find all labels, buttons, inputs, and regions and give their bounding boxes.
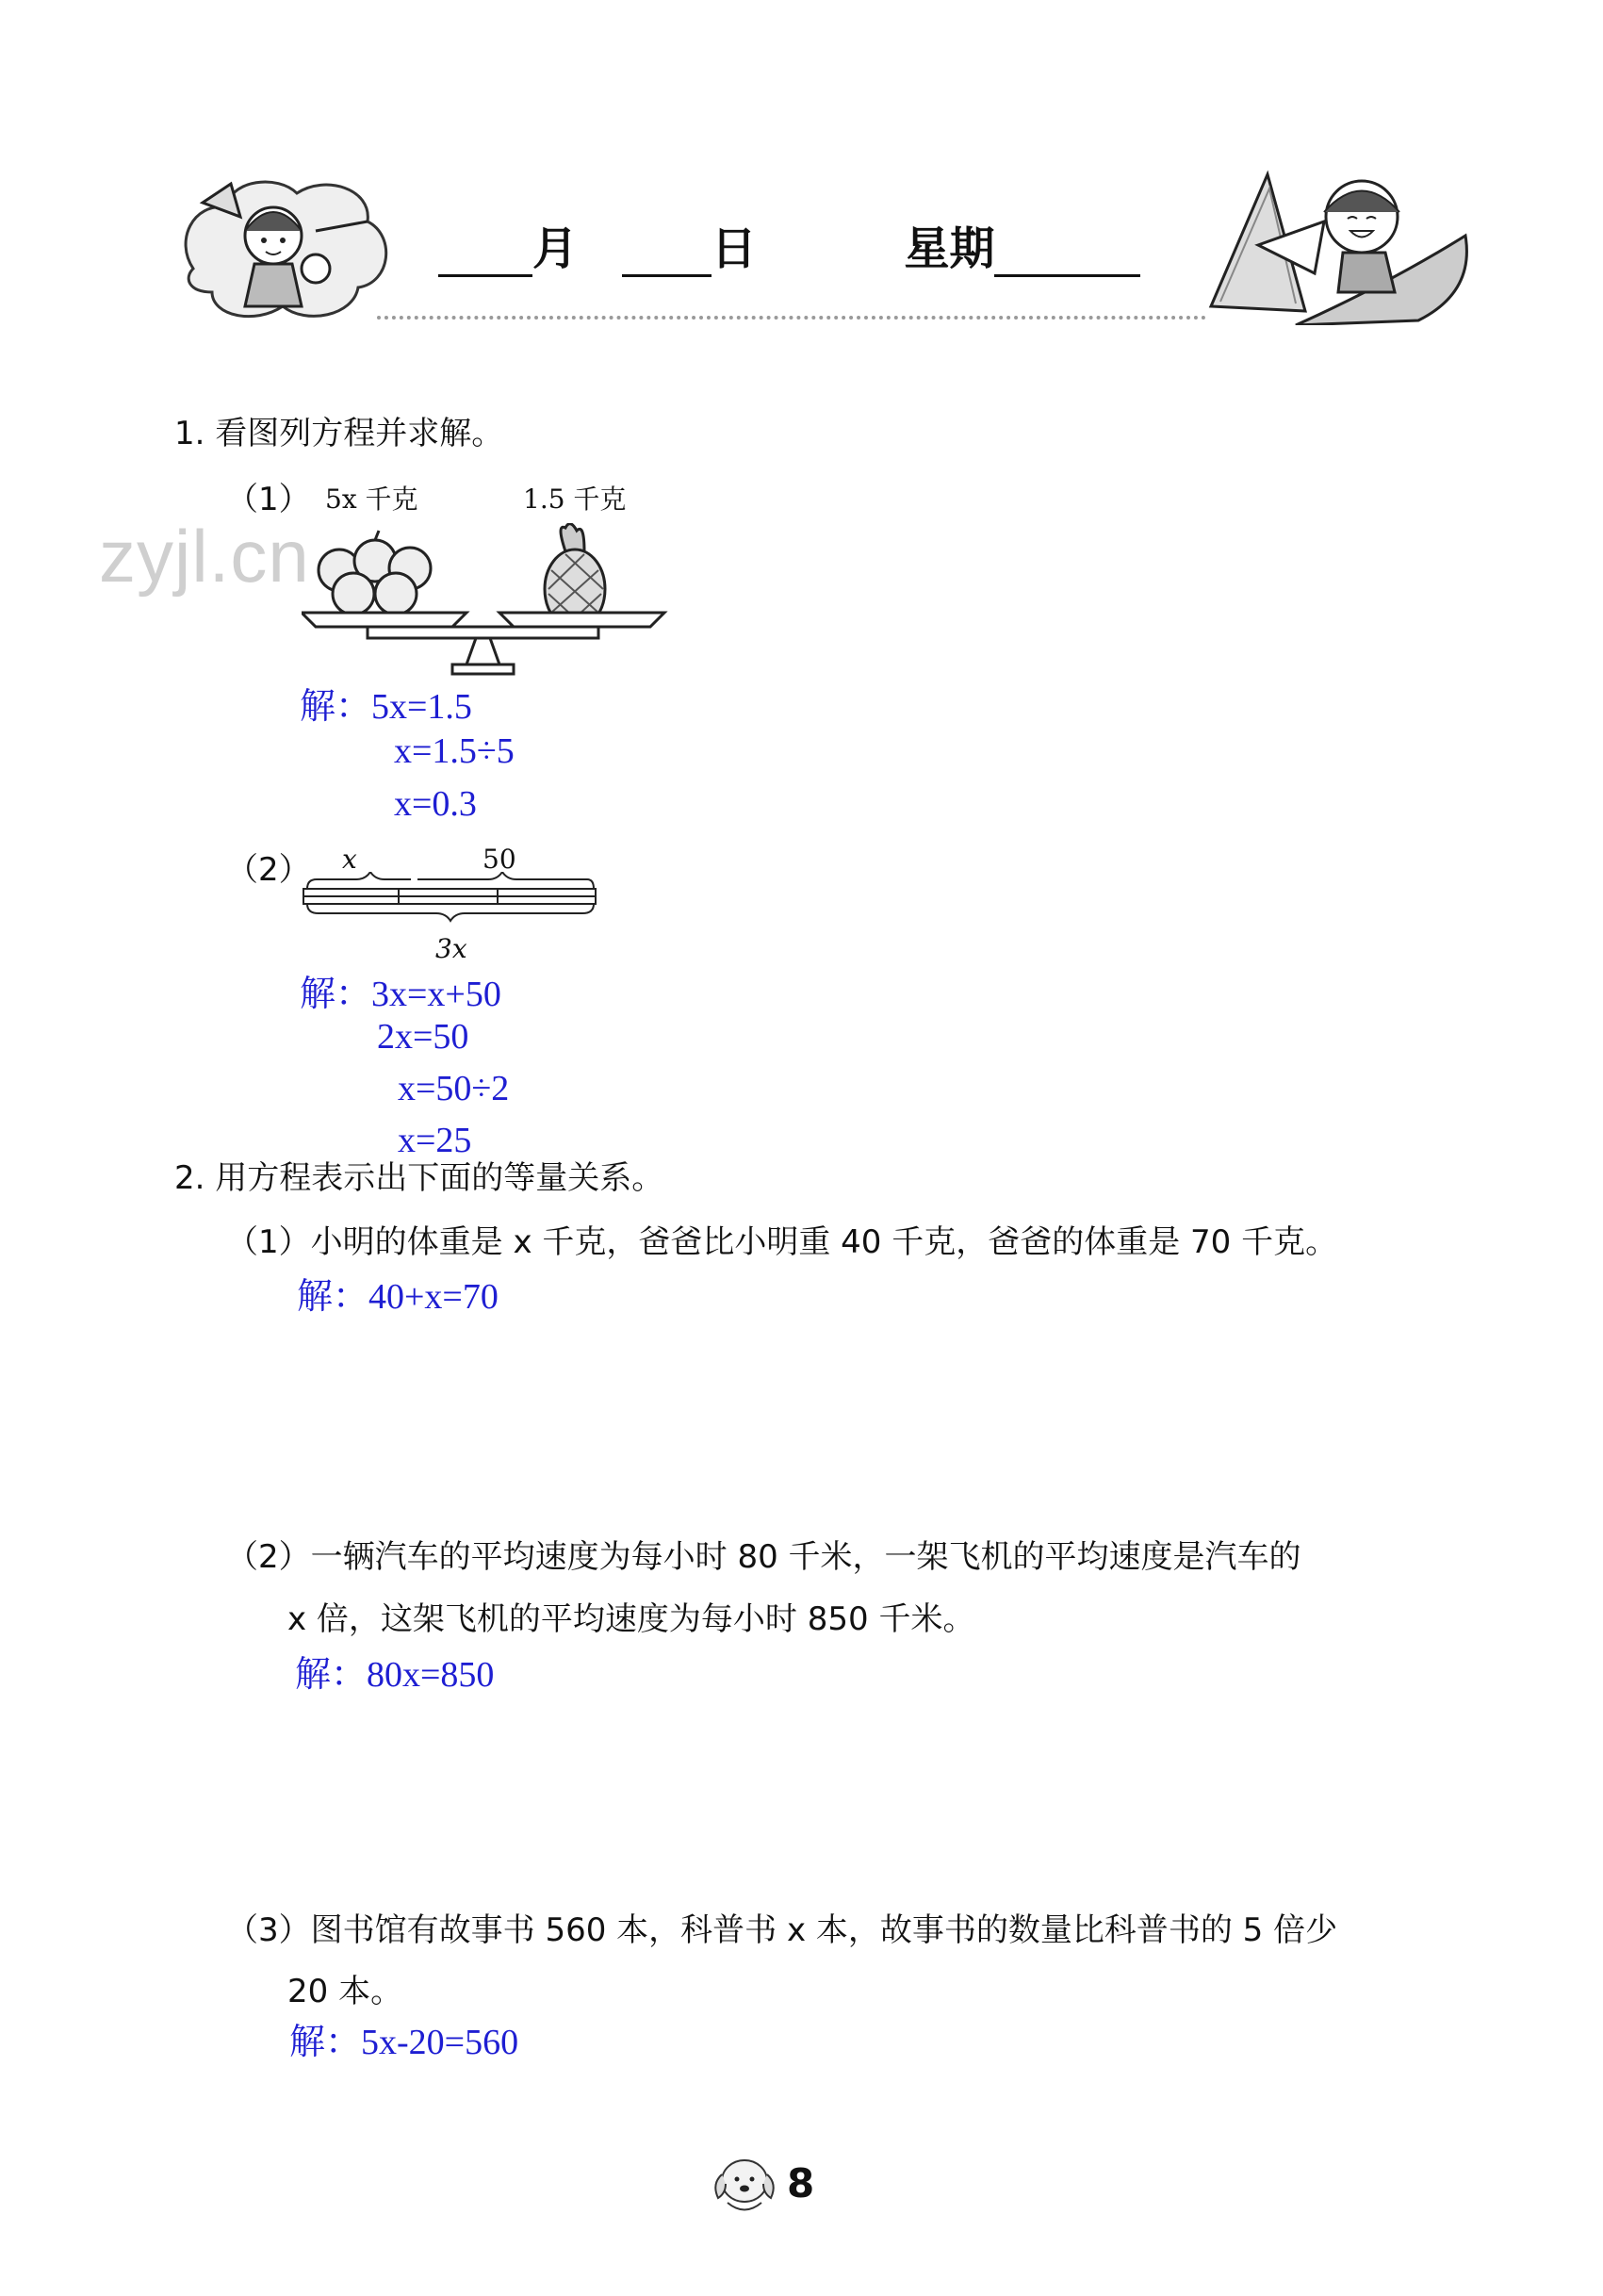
q1-part1-label: （1） — [226, 481, 311, 518]
segment-x-label: x — [342, 844, 357, 875]
line-segment-diagram — [300, 872, 601, 943]
day-label: 日 — [711, 222, 757, 275]
page-number: 8 — [787, 2160, 815, 2206]
balance-scale-illustration — [302, 523, 669, 679]
q2-title: 2. 用方程表示出下面的等量关系。 — [174, 1159, 664, 1197]
q1-part2-label: （2） — [226, 851, 311, 889]
weekday-label: 星期 — [904, 222, 995, 275]
segment-50-label: 50 — [483, 844, 516, 875]
q1-left-weight: 5x 千克 — [325, 484, 418, 515]
q1-part2-answer-line1: 解：3x=x+50 — [300, 975, 501, 1014]
weekday-blank[interactable] — [994, 237, 1140, 277]
month-label: 月 — [532, 222, 579, 275]
header-dotted-line — [377, 316, 1206, 320]
header-right-illustration — [1202, 170, 1475, 325]
q2-part3-text-line2: 20 本。 — [287, 1973, 403, 2010]
month-blank[interactable] — [438, 237, 532, 277]
q2-part2-answer: 解：80x=850 — [295, 1655, 495, 1695]
q1-part2-answer-line4: x=25 — [398, 1121, 472, 1160]
watermark: zyjl.cn — [99, 515, 310, 598]
q1-part2-answer-line3: x=50÷2 — [398, 1069, 510, 1108]
q2-part1-text: （1）小明的体重是 x 千克，爸爸比小明重 40 千克，爸爸的体重是 70 千克。 — [226, 1223, 1338, 1261]
q1-part1-answer-line2: x=1.5÷5 — [394, 731, 515, 771]
q2-part3-text-line1: （3）图书馆有故事书 560 本，科普书 x 本，故事书的数量比科普书的 5 倍少 — [226, 1911, 1338, 1949]
q1-right-weight: 1.5 千克 — [523, 484, 627, 515]
q1-title: 1. 看图列方程并求解。 — [174, 415, 504, 452]
segment-3x-label: 3x — [435, 933, 467, 964]
page-number-dog-icon — [707, 2151, 782, 2217]
q1-part1-answer-line3: x=0.3 — [394, 784, 477, 824]
day-blank[interactable] — [622, 237, 712, 277]
q2-part2-text-line1: （2）一辆汽车的平均速度为每小时 80 千米，一架飞机的平均速度是汽车的 — [226, 1538, 1301, 1576]
q2-part2-text-line2: x 倍，这架飞机的平均速度为每小时 850 千米。 — [287, 1600, 975, 1638]
header-date-line — [438, 212, 1140, 277]
q2-part3-answer: 解：5x-20=560 — [289, 2023, 519, 2062]
header-left-illustration — [174, 165, 401, 330]
q1-part2-answer-line2: 2x=50 — [377, 1017, 469, 1057]
q2-part1-answer: 解：40+x=70 — [297, 1277, 499, 1317]
q1-part1-answer-line1: 解：5x=1.5 — [300, 687, 472, 727]
